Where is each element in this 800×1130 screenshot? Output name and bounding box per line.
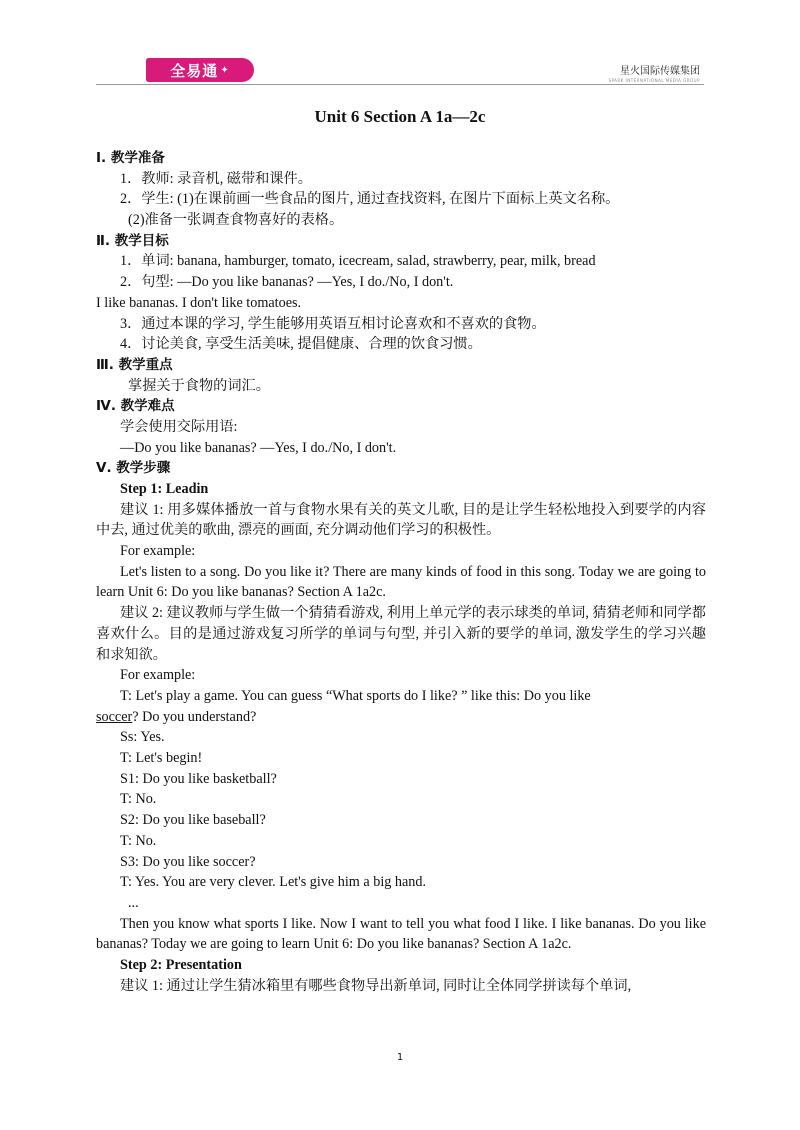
section-heading: Ⅲ. 教学重点 (96, 356, 173, 373)
dialogue-line (96, 707, 706, 728)
dialogue-line: S1: Do you like basketball? (120, 770, 277, 787)
dialogue-text: ? Do you understand? (132, 708, 257, 725)
paragraph: Let's listen to a song. Do you like it? There are many kinds of food in this song. Today we are going to learn Unit 6: Do you like bananas? Section A 1a2c. (96, 563, 706, 601)
paragraph-line: 1．教师: 录音机, 磁带和课件。 (120, 170, 312, 187)
paragraph: 建议 1: 用多媒体播放一首与食物水果有关的英文儿歌, 目的是让学生轻松地投入到要学的内容中去, 通过优美的歌曲, 漂亮的画面, 充分调动他们学习的积极性。 (96, 501, 706, 539)
dialogue-line: Ss: Yes. (120, 729, 165, 746)
dialogue-line: T: No. (120, 791, 157, 808)
publisher-title: 星火国际传媒集团 (620, 66, 700, 77)
section-heading: Ⅳ. 教学难点 (96, 398, 175, 415)
paragraph-line: 1．单词: banana, hamburger, tomato, icecream, salad, strawberry, pear, milk, bread (120, 253, 596, 270)
dialogue-line: T: Yes. You are very clever. Let's give him a big hand. (120, 874, 427, 891)
page-header (96, 54, 704, 86)
dialogue-line: T: Let's begin! (120, 750, 203, 767)
paragraph-line: For example: (120, 543, 196, 560)
section-heading: Ⅱ. 教学目标 (96, 232, 169, 249)
paragraph-line: 3．通过本课的学习, 学生能够用英语互相讨论喜欢和不喜欢的食物。 (120, 315, 546, 332)
section-heading: Ⅴ. 教学步骤 (96, 460, 171, 477)
paragraph-line: —Do you like bananas? —Yes, I do./No, I don't. (120, 439, 397, 456)
paragraph-line: 学会使用交际用语: (120, 418, 238, 435)
page-number: 1 (396, 1052, 404, 1063)
publisher-subtitle: SPARK INTERNATIONAL MEDIA GROUP (608, 78, 700, 83)
paragraph-line: 掌握关于食物的词汇。 (128, 377, 270, 394)
brand-logo (146, 58, 254, 82)
logo-text: 全易通 (170, 61, 219, 80)
paragraph-line: (2)准备一张调查食物喜好的表格。 (128, 212, 344, 229)
paragraph-line: I like bananas. I don't like tomatoes. (96, 294, 302, 311)
ellipsis-line: ... (128, 894, 139, 911)
header-divider (96, 84, 704, 85)
publisher-name (608, 62, 700, 83)
sparkle-icon: ✦ (220, 64, 230, 76)
paragraph: 建议 2: 建议教师与学生做一个猜猜看游戏, 利用上单元学的表示球类的单词, 猜猜老师和同学都喜欢什么。目的是通过游戏复习所学的单词与句型, 并引入新的要学的单词, 激发学生的学习兴趣和求知欲。 (96, 605, 706, 663)
dialogue-line: S2: Do you like baseball? (120, 812, 266, 829)
underlined-word: soccer (96, 708, 133, 725)
paragraph-line: 2．句型: —Do you like bananas? —Yes, I do./No, I don't. (120, 274, 454, 291)
document-body (96, 148, 706, 996)
step-heading: Step 2: Presentation (120, 956, 242, 973)
page-title: Unit 6 Section A 1a—2c (314, 107, 486, 126)
paragraph-line: For example: (120, 667, 196, 684)
paragraph-line: 2．学生: (1)在课前画一些食品的图片, 通过查找资料, 在图片下面标上英文名称。 (120, 191, 620, 208)
dialogue-text: T: Let's play a game. You can guess “What sports do I like? ” like this: Do you like (120, 687, 591, 704)
dialogue-line: T: No. (120, 832, 157, 849)
paragraph: Then you know what sports I like. Now I want to tell you what food I like. I like bananas. Do you like bananas? Today we are going to learn Unit 6: Do you like bananas? Section A 1a2c. (96, 915, 706, 953)
dialogue-line: S3: Do you like soccer? (120, 853, 256, 870)
step-heading: Step 1: Leadin (120, 481, 209, 497)
paragraph-line: 建议 1: 通过让学生猜冰箱里有哪些食物导出新单词, 同时让全体同学拼读每个单词, (120, 977, 632, 994)
dialogue-line (96, 686, 706, 707)
paragraph-line: 4．讨论美食, 享受生活美味, 提倡健康、合理的饮食习惯。 (120, 336, 482, 353)
section-heading: Ⅰ. 教学准备 (96, 150, 165, 166)
